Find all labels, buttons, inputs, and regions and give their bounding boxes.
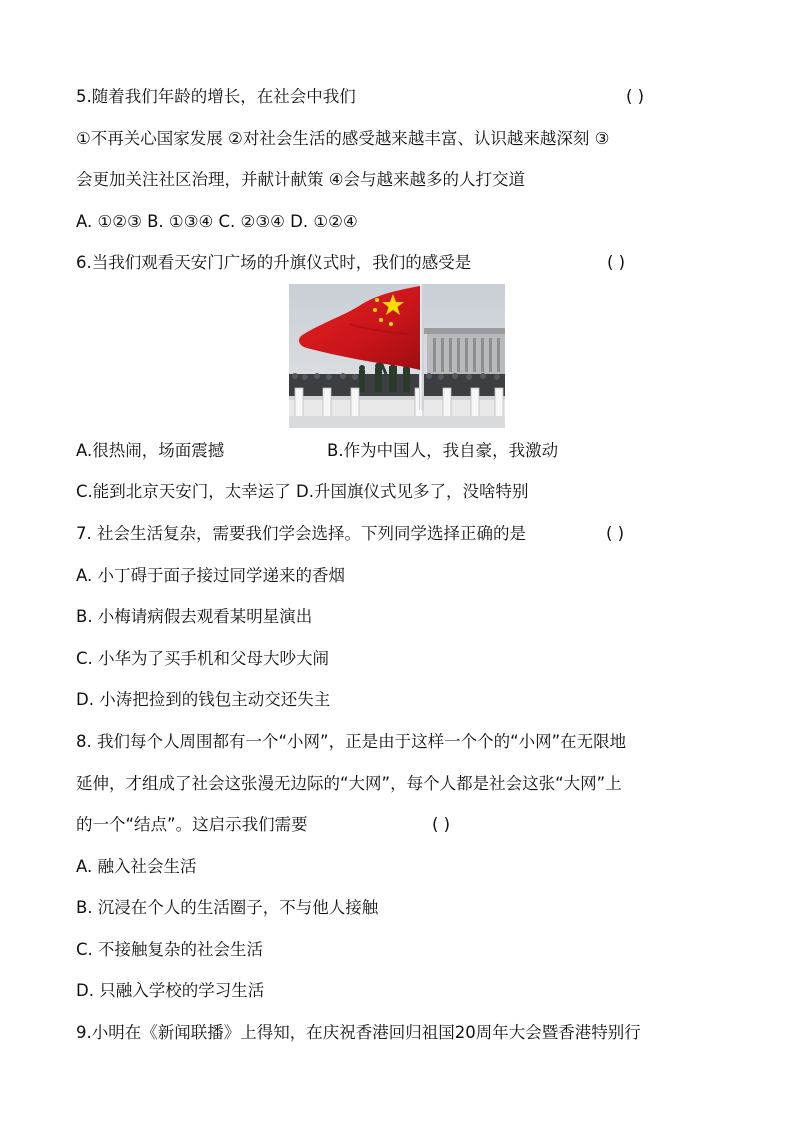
q7-option-d: D. 小涛把捡到的钱包主动交还失主 [76, 690, 331, 709]
flag-raising-illustration [289, 284, 505, 428]
q8-stem-line3: 的一个“结点”。这启示我们需要 [76, 815, 308, 834]
q5-stem: 5.随着我们年龄的增长，在社会中我们 [76, 87, 356, 106]
q7-option-c: C. 小华为了买手机和父母大吵大闹 [76, 649, 330, 668]
q7-option-b: B. 小梅请病假去观看某明星演出 [76, 607, 313, 626]
q8-stem-line2: 延伸，才组成了社会这张漫无边际的“大网”，每个人都是社会这张“大网”上 [76, 774, 622, 793]
q5-options-line2: 会更加关注社区治理，并献计献策 ④会与越来越多的人打交道 [76, 170, 526, 189]
q8-option-c: C. 不接触复杂的社会生活 [76, 940, 264, 959]
q8-option-d: D. 只融入学校的学习生活 [76, 981, 265, 1000]
q6-choices-line1-b: B.作为中国人，我自豪，我激动 [327, 441, 559, 460]
q9-stem-line1: 9.小明在《新闻联播》上得知，在庆祝香港回归祖国20周年大会暨香港特别行 [76, 1023, 641, 1042]
q7-stem: 7. 社会生活复杂，需要我们学会选择。下列同学选择正确的是 [76, 524, 526, 543]
q5-answer-paren[interactable]: ( ) [626, 87, 645, 106]
q6-stem: 6.当我们观看天安门广场的升旗仪式时，我们的感受是 [76, 253, 472, 272]
q7-option-a: A. 小丁碍于面子接过同学递来的香烟 [76, 566, 345, 585]
q6-answer-paren[interactable]: ( ) [607, 253, 626, 272]
q8-stem-line1: 8. 我们每个人周围都有一个“小网”，正是由于这样一个个的“小网”在无限地 [76, 732, 627, 751]
q6-choices-line1-a: A.很热闹，场面震撼 [76, 441, 225, 460]
q8-option-b: B. 沉浸在个人的生活圈子，不与他人接触 [76, 898, 379, 917]
great-hall-building [423, 328, 505, 376]
q5-options-line1: ①不再关心国家发展 ②对社会生活的感受越来越丰富、认识越来越深刻 ③ [76, 129, 610, 148]
q7-answer-paren[interactable]: ( ) [606, 524, 625, 543]
q5-choices: A. ①②③ B. ①③④ C. ②③④ D. ①②④ [76, 212, 358, 231]
flag-raising-photo [289, 284, 505, 428]
q8-answer-paren[interactable]: ( ) [432, 815, 451, 834]
q8-option-a: A. 融入社会生活 [76, 857, 197, 876]
q6-choices-line2: C.能到北京天安门，太幸运了 D.升国旗仪式见多了，没啥特别 [76, 482, 529, 501]
